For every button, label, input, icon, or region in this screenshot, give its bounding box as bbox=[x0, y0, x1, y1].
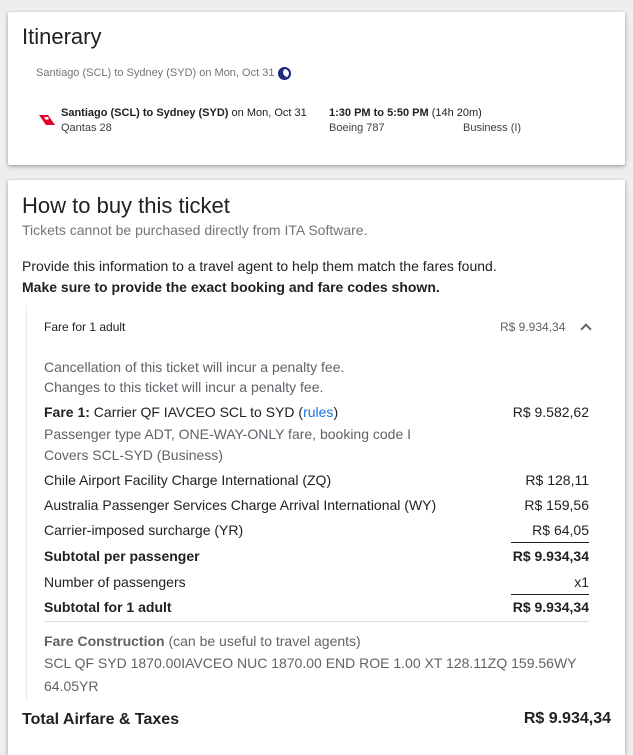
subtotal-per-passenger-amount: R$ 9.934,34 bbox=[512, 548, 589, 564]
qantas-logo-icon bbox=[38, 113, 56, 132]
fare-construction-divider bbox=[44, 621, 589, 622]
itinerary-summary: Santiago (SCL) to Sydney (SYD) on Mon, Oct 31 bbox=[36, 67, 275, 79]
charge-zq-label: Chile Airport Facility Charge International (ZQ) bbox=[44, 472, 332, 488]
fare1-line bbox=[44, 404, 338, 420]
subtotal-adult-amount: R$ 9.934,34 bbox=[512, 599, 589, 615]
fare-header-toggle[interactable] bbox=[27, 308, 599, 344]
segment-route-line bbox=[61, 107, 307, 119]
num-passengers-value: x1 bbox=[574, 574, 589, 590]
fare-construction-label: Fare Construction bbox=[44, 633, 165, 649]
night-flight-icon bbox=[278, 67, 291, 80]
segment-route: Santiago (SCL) to Sydney (SYD) bbox=[61, 107, 229, 119]
fare-header-label: Fare for 1 adult bbox=[44, 320, 126, 334]
subtotal-adult-divider bbox=[511, 594, 589, 595]
num-passengers-label: Number of passengers bbox=[44, 574, 186, 590]
instructions-text: Provide this information to a travel agent to help them match the fares found. bbox=[22, 258, 497, 274]
fare1-text: Carrier QF IAVCEO SCL to SYD ( bbox=[89, 404, 304, 420]
segment-duration: (14h 20m) bbox=[428, 107, 482, 119]
chevron-up-icon[interactable] bbox=[580, 323, 591, 334]
fare-rules-link[interactable]: rules bbox=[303, 404, 334, 420]
how-to-buy-subtitle: Tickets cannot be purchased directly from ITA Software. bbox=[22, 222, 368, 238]
segment-times: 1:30 PM to 5:50 PM bbox=[329, 107, 429, 119]
subtotal-divider bbox=[511, 542, 589, 543]
itinerary-title: Itinerary bbox=[22, 24, 102, 49]
charge-yr-amount: R$ 64,05 bbox=[532, 522, 589, 538]
fare1-covers: Covers SCL-SYD (Business) bbox=[44, 447, 223, 463]
instructions-bold: Make sure to provide the exact booking and fare codes shown. bbox=[22, 279, 440, 295]
subtotal-per-passenger-label: Subtotal per passenger bbox=[44, 548, 200, 564]
charge-zq-amount: R$ 128,11 bbox=[525, 472, 589, 488]
fare1-passenger-type: Passenger type ADT, ONE-WAY-ONLY fare, booking code I bbox=[44, 426, 412, 442]
segment-carrier: Qantas 28 bbox=[61, 122, 112, 134]
segment-times-line bbox=[329, 107, 482, 119]
charge-yr-label: Carrier-imposed surcharge (YR) bbox=[44, 522, 244, 538]
charge-wy-label: Australia Passenger Services Charge Arrival International (WY) bbox=[44, 497, 437, 513]
fare-header-amount: R$ 9.934,34 bbox=[500, 320, 566, 334]
total-label: Total Airfare & Taxes bbox=[22, 711, 180, 728]
segment-date: on Mon, Oct 31 bbox=[228, 107, 307, 119]
charge-wy-amount: R$ 159,56 bbox=[524, 497, 589, 513]
itinerary-card bbox=[8, 12, 625, 165]
penalty-changes: Changes to this ticket will incur a penalty fee. bbox=[44, 379, 324, 395]
segment-cabin: Business (I) bbox=[463, 122, 522, 134]
fare-construction-line bbox=[44, 633, 361, 649]
how-to-buy-card bbox=[8, 180, 625, 755]
total-amount: R$ 9.934,34 bbox=[523, 710, 611, 727]
fare-construction-note: (can be useful to travel agents) bbox=[164, 633, 361, 649]
fare-construction-line2: 64.05YR bbox=[44, 678, 99, 694]
how-to-buy-title: How to buy this ticket bbox=[22, 193, 230, 218]
fare-construction-line1: SCL QF SYD 1870.00IAVCEO NUC 1870.00 END ROE 1.00 XT 128.11ZQ 159.56WY bbox=[44, 655, 577, 671]
subtotal-adult-label: Subtotal for 1 adult bbox=[44, 599, 172, 615]
fare1-amount: R$ 9.582,62 bbox=[512, 404, 589, 420]
fare1-label: Fare 1: bbox=[44, 404, 90, 420]
segment-aircraft: Boeing 787 bbox=[329, 122, 385, 134]
fare1-close: ) bbox=[333, 404, 339, 420]
fare-panel-border bbox=[26, 306, 27, 701]
penalty-cancellation: Cancellation of this ticket will incur a penalty fee. bbox=[44, 359, 345, 375]
